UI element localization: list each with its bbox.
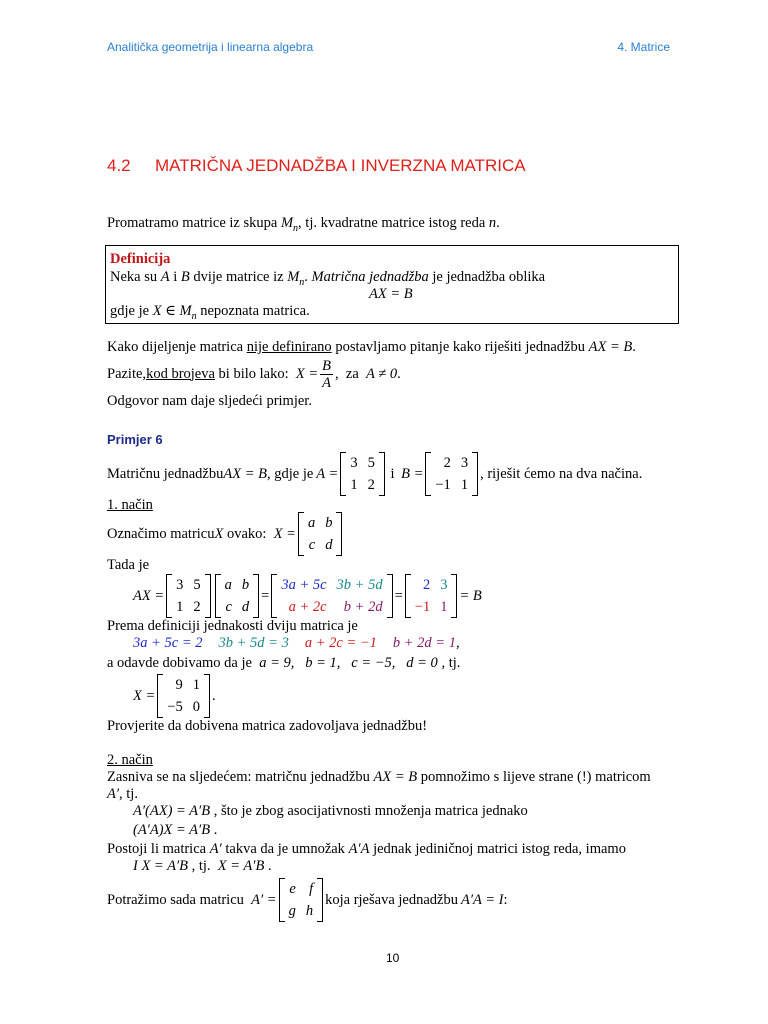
method-2-line-2: A′, tj. (107, 786, 138, 802)
equation-2: 3b + 5d = 3 (218, 635, 289, 651)
provjerite: Provjerite da dobivena matrica zadovoljava jednadžbu! (107, 718, 428, 734)
matrix-a-prime: e f g h (279, 878, 324, 922)
fraction-b-over-a: $\frac{B}{A}$ (322, 357, 332, 391)
definition-line-1: Neka su A i B dvije matrice iz $M_n$. Matrična jednadžba je jednadžba oblika (110, 269, 546, 288)
matrix-a-product: 3 5 1 2 (166, 574, 211, 618)
running-header-left: Analitička geometrija i linearna algebra (107, 40, 314, 54)
matrix-b-colored: 2 3 −1 1 (405, 574, 458, 618)
definition-term: Matrična jednadžba (311, 269, 429, 285)
matrix-x-result: 9 1 −5 0 (157, 674, 210, 718)
equation-1: 3a + 5c = 2 (133, 635, 203, 651)
paragraph-brojevi: Pazite, kod brojeva bi bilo lako: X = $\frac{B}{A}$ , za A ≠ 0 . (107, 357, 401, 391)
solution-values: a odavde dobivamo da je a = 9, b = 1, c = −5, d = 0 , tj. (107, 655, 461, 671)
definition-heading: Definicija (110, 251, 171, 267)
page-number: 10 (386, 951, 400, 965)
intro-paragraph: Promatramo matrice iz skupa $M_n$, tj. kvadratne matrice istog reda n. (107, 215, 500, 234)
tada-je: Tada je (107, 557, 150, 573)
matrix-b: 2 3 −1 1 (425, 452, 478, 496)
method-2-line-1: Zasniva se na sljedećem: matričnu jednadžbu AX = B pomnožimo s lijeve strane (!) matricom (107, 769, 651, 785)
prema-definiciji: Prema definiciji jednakosti dviju matrica je (107, 618, 358, 634)
method-2-line-7: Potražimo sada matricu A′ = e f g h koja rješava jednadžbu A′A = I : (107, 878, 508, 922)
paragraph-dijeljenje: Kako dijeljenje matrica nije definirano postavljamo pitanje kako riješiti jednadžbu AX = B. (107, 339, 636, 355)
method-2-line-4: (A′A)X = A′B . (133, 822, 218, 838)
matrix-a: 3 5 1 2 (340, 452, 385, 496)
product-equation: AX = 3 5 1 2 a b c d = 3a + 5c 3b + 5d a + 2c b + 2d = 2 3 −1 1 = B (133, 574, 482, 618)
example-statement: Matričnu jednadžbu AX = B , gdje je A = 3 5 1 2 i B = 2 3 −1 1 , riješit ćemo na dva načina. (107, 452, 642, 496)
equation-3: a + 2c = −1 (304, 635, 377, 651)
method-1-heading: 1. način (107, 497, 153, 513)
system-of-equations: 3a + 5c = 2 3b + 5d = 3 a + 2c = −1 b + 2d = 1, (133, 635, 460, 651)
matrix-x-product: a b c d (215, 574, 260, 618)
equation-4: b + 2d = 1 (392, 635, 456, 651)
section-number: 4.2 (107, 156, 131, 175)
matrix-x: a b c d (298, 512, 343, 556)
method-2-heading: 2. način (107, 752, 153, 768)
definition-line-3: gdje je X ∈ $M_n$ nepoznata matrica. (110, 303, 310, 322)
example-heading: Primjer 6 (107, 432, 163, 447)
method-1-define-x: Označimo matricu X ovako: X = a b c d (107, 512, 344, 556)
method-2-line-3: A′(AX) = A′B , što je zbog asocijativnosti množenja matrica jednako (133, 803, 528, 819)
running-header-right: 4. Matrice (617, 40, 670, 54)
method-2-line-6: I X = A′B , tj. X = A′B . (133, 858, 272, 874)
section-title (107, 156, 526, 176)
definition-equation: AX = B (369, 286, 413, 302)
matrix-product-result: 3a + 5c 3b + 5d a + 2c b + 2d (271, 574, 392, 618)
paragraph-odgovor: Odgovor nam daje sljedeći primjer. (107, 393, 312, 409)
section-title-text: MATRIČNA JEDNADŽBA I INVERZNA MATRICA (155, 156, 526, 175)
result-matrix-line: X = 9 1 −5 0 . (133, 674, 216, 718)
method-2-line-5: Postoji li matrica A′ takva da je umnožak A′A jednak jediničnoj matrici istog reda, imamo (107, 841, 626, 857)
